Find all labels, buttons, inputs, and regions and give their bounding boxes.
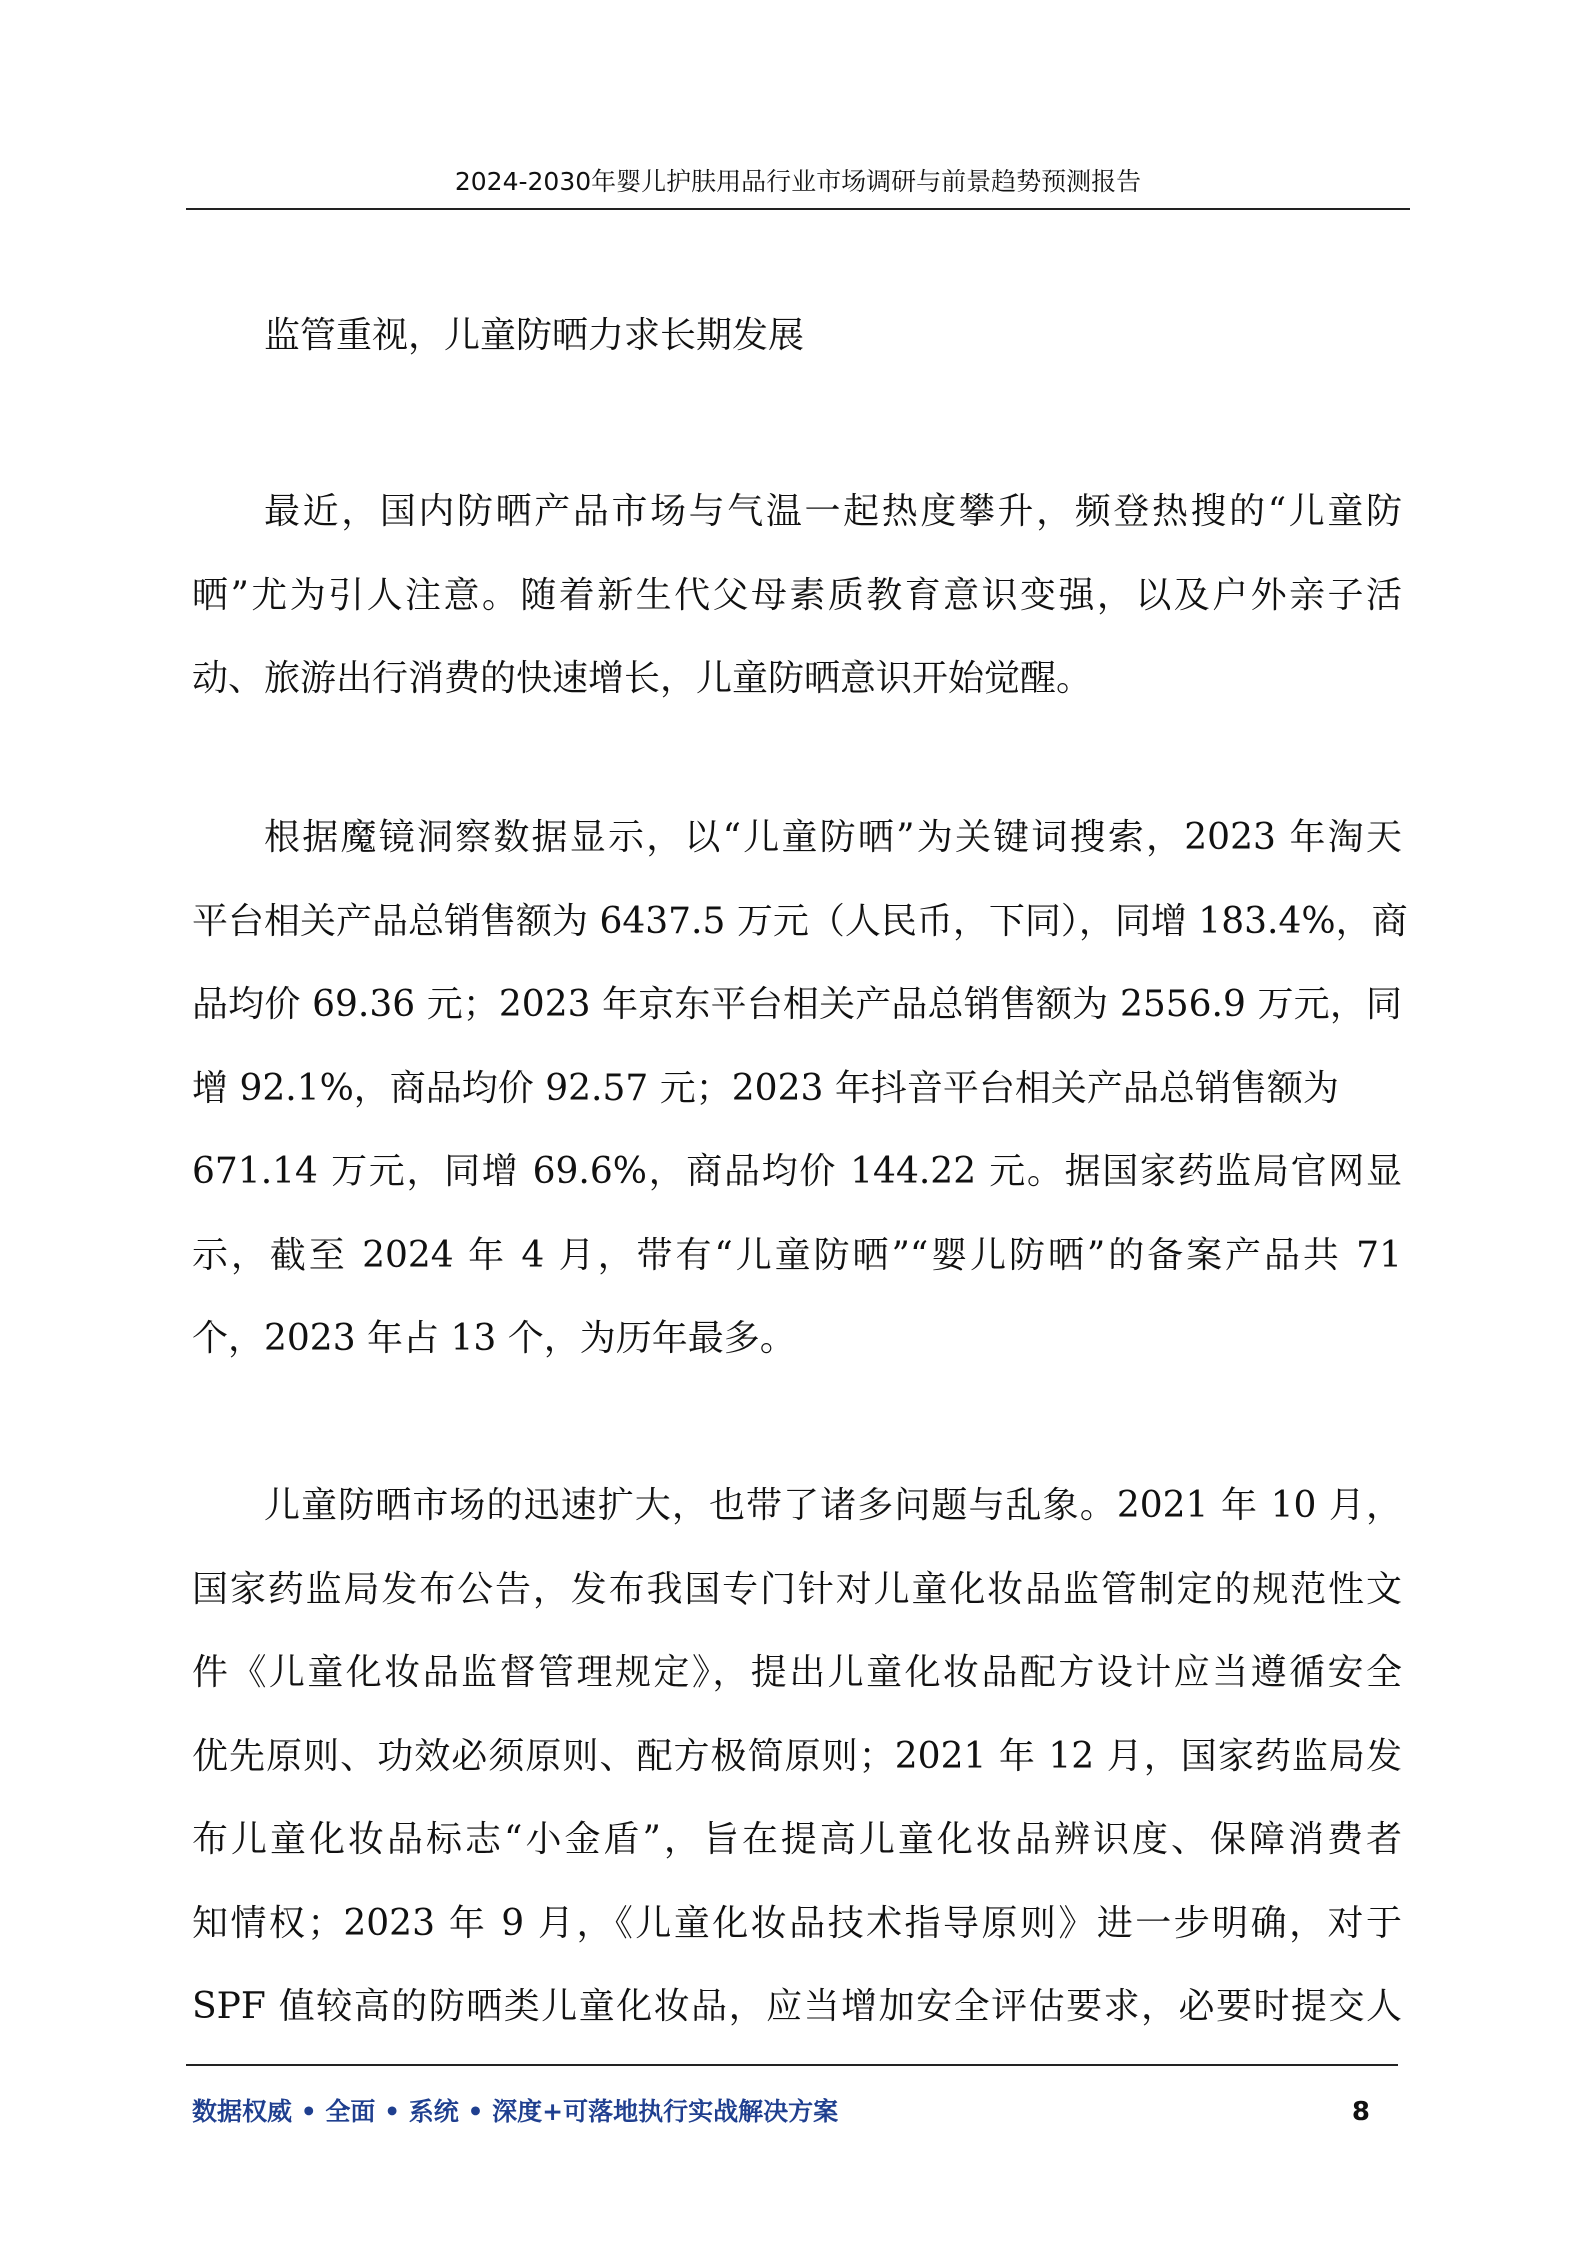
paragraph-2 [192, 796, 1408, 1381]
paragraph-line: 最近，国内防晒产品市场与气温一起热度攀升，频登热搜的“儿童防 [264, 491, 1402, 532]
paragraph-line: 根据魔镜洞察数据显示，以“儿童防晒”为关键词搜索，2023 年淘天 [264, 817, 1402, 858]
paragraph-line: 增 92.1%，商品均价 92.57 元；2023 年抖音平台相关产品总销售额为 [192, 1067, 1339, 1109]
paragraph-line: 晒”尤为引人注意。随着新生代父母素质教育意识变强，以及户外亲子活 [192, 574, 1402, 616]
paragraph-line: 个，2023 年占 13 个，为历年最多。 [192, 1318, 796, 1359]
paragraph-line: 671.14 万元，同增 69.6%，商品均价 144.22 元。据国家药监局官网显 [192, 1151, 1402, 1192]
paragraph-line: 件《儿童化妆品监督管理规定》，提出儿童化妆品配方设计应当遵循安全 [192, 1652, 1402, 1693]
paragraph-line: 品均价 69.36 元；2023 年京东平台相关产品总销售额为 2556.9 万元，同 [192, 984, 1402, 1025]
report-title: 2024-2030年婴儿护肤用品行业市场调研与前景趋势预测报告 [454, 167, 1142, 196]
paragraph-line: 布儿童化妆品标志“小金盾”，旨在提高儿童化妆品辨识度、保障消费者 [192, 1819, 1402, 1860]
paragraph-line: 儿童防晒市场的迅速扩大，也带了诸多问题与乱象。2021 年 10 月， [264, 1485, 1402, 1526]
paragraph-line: 知情权；2023 年 9 月，《儿童化妆品技术指导原则》进一步明确，对于 [192, 1902, 1402, 1944]
paragraph-line: 示，截至 2024 年 4 月，带有“儿童防晒”“婴儿防晒”的备案产品共 71 [192, 1234, 1402, 1276]
paragraph-line: SPF 值较高的防晒类儿童化妆品，应当增加安全评估要求，必要时提交人 [192, 1986, 1402, 2027]
footer-slogan: 数据权威 • 全面 • 系统 • 深度+可落地执行实战解决方案 [192, 2097, 839, 2126]
paragraph-line: 优先原则、功效必须原则、配方极简原则；2021 年 12 月，国家药监局发 [192, 1735, 1402, 1777]
paragraph-line: 国家药监局发布公告，发布我国专门针对儿童化妆品监管制定的规范性文 [192, 1568, 1402, 1610]
paragraph-3 [192, 1464, 1402, 2049]
footer-divider [186, 2064, 1398, 2066]
paragraph-line: 动、旅游出行消费的快速增长，儿童防晒意识开始觉醒。 [192, 658, 1093, 699]
paragraph-1 [192, 470, 1402, 721]
paragraph-line: 平台相关产品总销售额为 6437.5 万元（人民币，下同），同增 183.4%，商 [192, 900, 1408, 942]
section-heading: 监管重视，儿童防晒力求长期发展 [264, 315, 805, 356]
page-number: 8 [1351, 2097, 1370, 2127]
page-header [186, 160, 1410, 210]
